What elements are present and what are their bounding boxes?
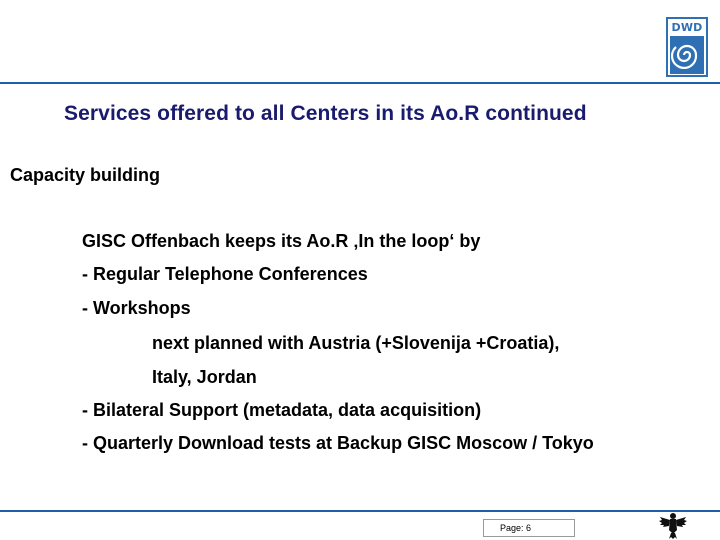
- footer-divider: [0, 510, 720, 512]
- page-number: Page: 6: [483, 519, 575, 537]
- federal-eagle-icon: [658, 510, 688, 540]
- swirl-icon: [670, 36, 704, 74]
- bullet-item: - Bilateral Support (metadata, data acquisition): [82, 400, 482, 420]
- bullet-item: - Regular Telephone Conferences: [82, 264, 368, 284]
- logo-text: DWD: [671, 21, 703, 34]
- sub-line: Italy, Jordan: [152, 367, 257, 387]
- dwd-logo: [666, 17, 708, 77]
- slide-title: Services offered to all Centers in its Ao.R continued: [64, 102, 587, 125]
- bullet-item: - Workshops: [82, 298, 191, 318]
- bullet-item: - Quarterly Download tests at Backup GISC Moscow / Tokyo: [82, 433, 594, 453]
- header-divider: [0, 82, 720, 84]
- section-heading: Capacity building: [10, 165, 161, 185]
- body-line: GISC Offenbach keeps its Ao.R ‚In the loop‘ by: [82, 231, 481, 251]
- sub-line: next planned with Austria (+Slovenija +Croatia),: [152, 333, 560, 353]
